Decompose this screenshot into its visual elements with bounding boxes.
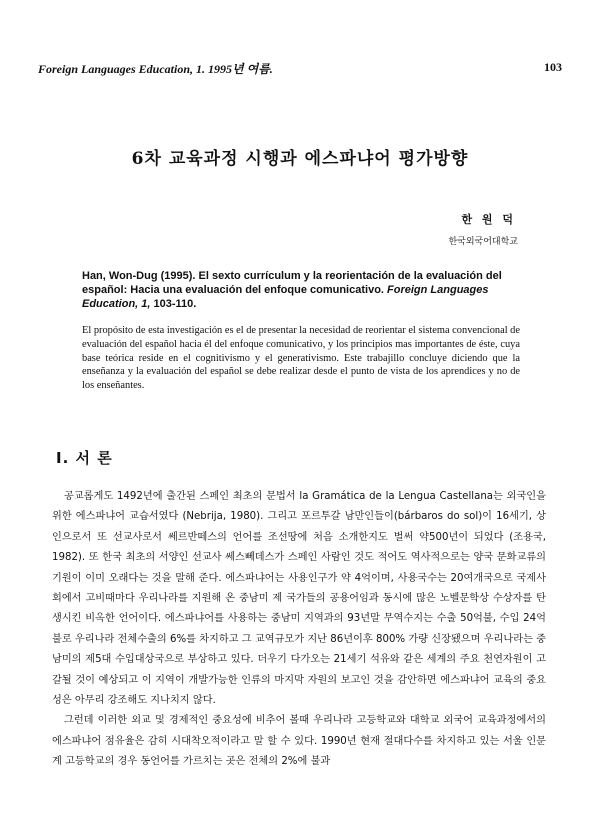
body-paragraph: 그런데 이러한 외교 및 경제적인 중요성에 비추어 볼때 우리나라 고등학교와 대학교 외국어 교육과정에서의 에스파냐어 점유율은 감히 시대착오적이라고 말 할 수 있다. 1990년 현재 절대다수를 차지하고 있는 서울 인문계 고등학교의 경우 동언어를 가르치는 곳은 전체의 2%에 불과	[52, 715, 546, 768]
author-affiliation: 한국외국어대학교	[448, 237, 518, 247]
citation-pages: 103-110.	[150, 298, 197, 310]
body-text	[52, 487, 546, 773]
citation-main: Han, Won-Dug (1995). El sexto currículum y la reorientación de la evaluación del español: Hacia una evaluación del enfoque comunicativo.	[82, 270, 502, 296]
abstract: El propósito de esta investigación es el de presentar la necesidad de reorientar el sistema convencional de evaluación del español hacia él del enfoque comunicativo, y los principios mas importantes de éste, cuya base teórica reside en el cognitivismo y el generativismo. Este trabajillo concluye diciendo que la enseñanza y la evaluación del español se debe realizar desde el punto de vista de los aprendices y no de los enseñantes.	[82, 325, 520, 392]
page-number: 103	[544, 60, 562, 74]
page-title: 6차 교육과정 시행과 에스파냐어 평가방향	[131, 149, 469, 169]
citation-journal: Foreign Languages Education, 1,	[82, 284, 489, 310]
citation	[82, 269, 522, 311]
author-name: 한 원 덕	[461, 213, 516, 226]
section-heading: I. 서 론	[56, 449, 113, 467]
body-paragraph: 공교롭게도 1492년에 출간된 스페인 최초의 문법서 la Gramática de la Lengua Castellana는 외국인을 위한 에스파냐어 교습서였다 (Nebrija, 1980). 그리고 포르투갈 남만인들이(bárbaros do sol)이 16세기, 상인으로서 또 선교사로서 쎄르반떼스의 언어를 조선땅에 처음 소개한지도 벌써 약500년이 되었다 (조용국, 1982). 또 한국 최초의 서양인 선교사 쎄스뻬데스가 스페인 사람인 것도 적어도 역사적으로는 양국 문화교류의 기원이 이미 오래다는 것을 말해 준다. 에스파냐어는 사용인구가 약 4억이며, 사용국수는 20여개국으로 국제사회에서 고비때마다 우리나라를 지원해 온 중남미 제 국가들의 공용어임과 동시에 많은 노벨문학상 수상자를 탄생시킨 비옥한 언어이다. 에스파냐어를 사용하는 중남미 지역과의 93년말 무역수지는 수출 50억불, 수입 24억불로 우리나라 전체수출의 6%를 차지하고 그 교역규모가 지난 86년이후 800% 가량 신장됐으며 우리나라는 중남미의 제5대 수입대상국으로 부상하고 있다. 더우기 다가오는 21세기 석유와 같은 세계의 주요 천연자원이 고갈될 것이 예상되고 이 지역이 개발가능한 인류의 마지막 자원의 보고인 것을 감안하면 에스파냐어 교육의 중요성은 아무리 강조해도 지나치지 않다.	[52, 491, 546, 707]
running-header-journal: Foreign Languages Education, 1. 1995년 여름.	[38, 62, 273, 76]
